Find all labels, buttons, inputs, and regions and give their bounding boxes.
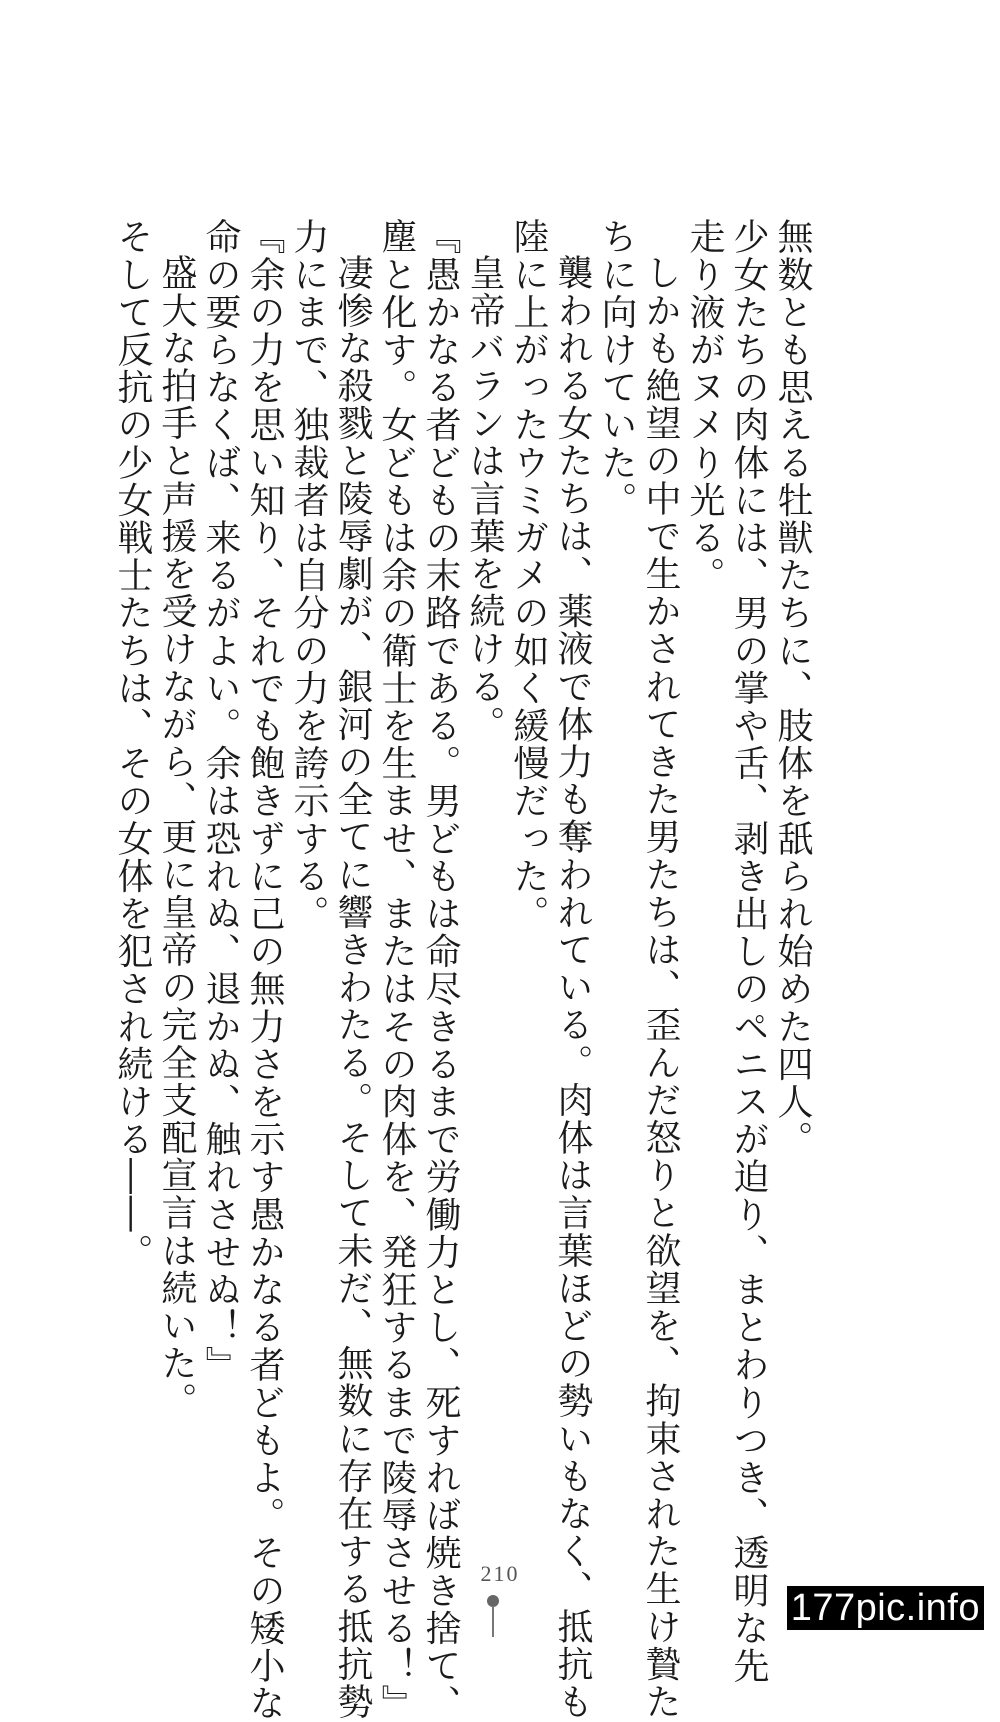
text-line: 塵と化す。女どもは余の衛士を生ませ、またはその肉体を、発狂するまで陵辱させる！』: [376, 218, 417, 1722]
text-line: 凄惨な殺戮と陵辱劇が、銀河の全てに響きわたる。そして未だ、無数に存在する抵抗勢: [332, 254, 373, 1721]
text-line: 力にまで、独裁者は自分の力を誇示する。: [288, 218, 329, 933]
watermark: 177pic.info: [787, 1586, 984, 1630]
text-line: 陸に上がったウミガメの如く緩慢だった。: [508, 218, 549, 933]
text-line: しかも絶望の中で生かされてきた男たちは、歪んだ怒りと欲望を、拘束された生け贄た: [640, 254, 681, 1721]
text-line: 襲われる女たちは、薬液で体力も奪われている。肉体は言葉ほどの勢いもなく、抵抗も: [552, 254, 593, 1721]
text-line: 皇帝バランは言葉を続ける。: [464, 254, 505, 743]
text-line: 走り液がヌメり光る。: [684, 218, 725, 594]
text-line: 盛大な拍手と声援を受けながら、更に皇帝の完全支配宣言は続いた。: [156, 254, 197, 1420]
text-line: 『愚かなる者どもの末路である。男どもは命尽きるまで労働力とし、死すれば焼き捨て、: [420, 218, 461, 1722]
text-line: そして反抗の少女戦士たちは、その女体を犯され続ける――。: [112, 218, 153, 1271]
text-line: 無数とも思える牡獣たちに、肢体を舐られ始めた四人。: [772, 218, 813, 1158]
text-line: 命の要らなくば、来るがよい。余は恐れぬ、退かぬ、触れさせぬ！』: [200, 218, 241, 1384]
page-number: 210: [480, 1561, 520, 1586]
page-marker-line: [492, 1606, 494, 1637]
text-line: 『余の力を思い知り、それでも飽きずに己の無力さを示す愚かなる者どもよ。その矮小な: [244, 218, 285, 1722]
text-line: ちに向けていた。: [596, 218, 637, 519]
text-line: 少女たちの肉体には、男の掌や舌、剥き出しのペニスが迫り、まとわりつき、透明な先: [728, 218, 769, 1685]
